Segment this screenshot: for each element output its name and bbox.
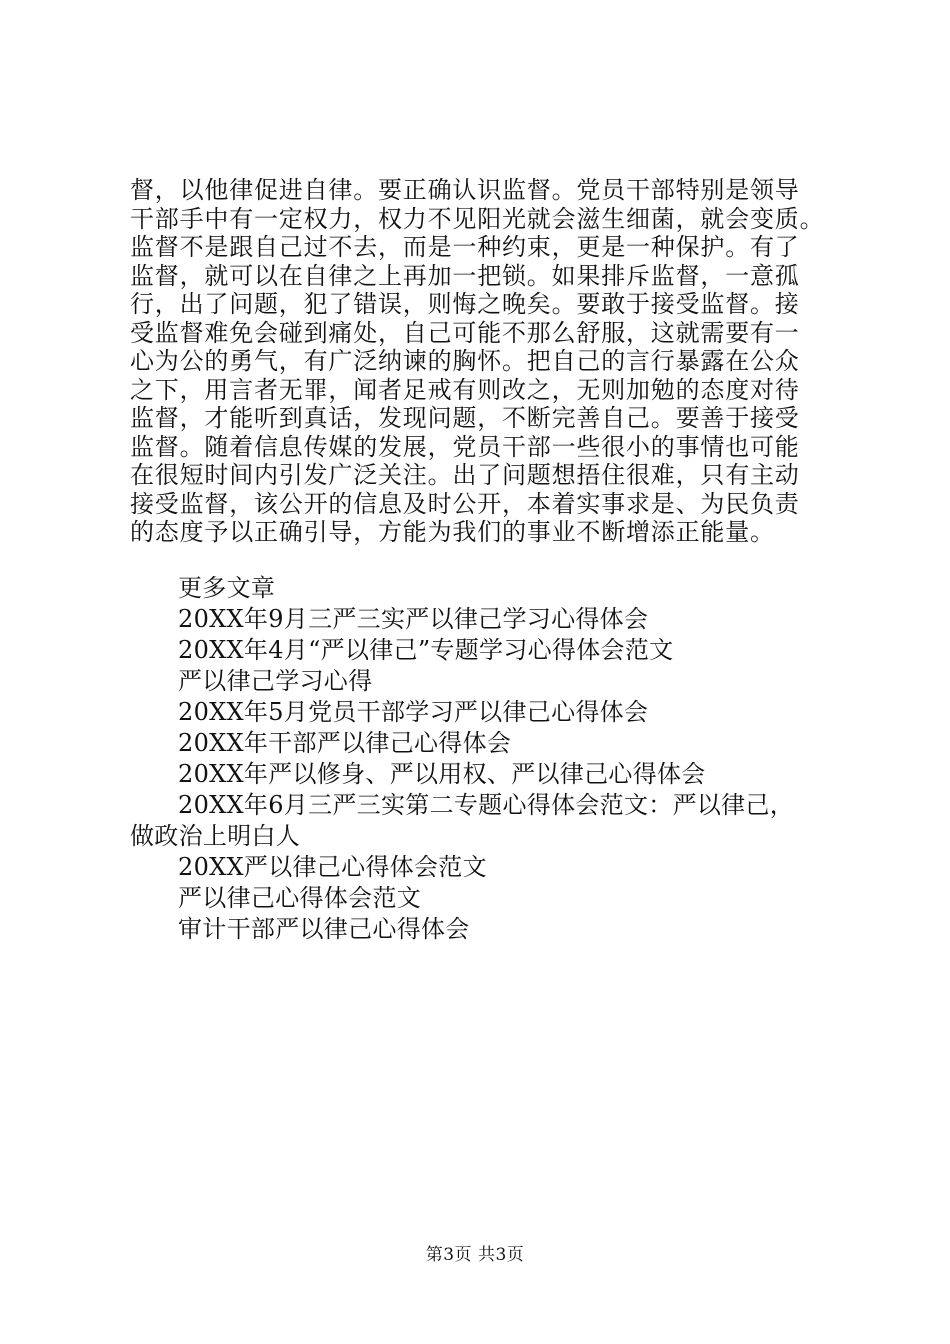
body-paragraph — [130, 176, 830, 547]
article-link[interactable]: 20XX年9月三严三实严以律己学习心得体会 — [178, 605, 649, 633]
article-link[interactable]: 20XX年4月“严以律己”专题学习心得体会范文 — [178, 636, 674, 664]
article-link[interactable]: 20XX年干部严以律己心得体会 — [178, 729, 512, 757]
article-link[interactable]: 20XX年5月党员干部学习严以律己心得体会 — [178, 698, 649, 726]
more-articles-list — [130, 573, 830, 945]
article-link[interactable]: 严以律己心得体会范文 — [178, 884, 421, 912]
body-line: 干部手中有一定权力，权力不见阳光就会滋生细菌，就会变质。 — [130, 204, 825, 233]
body-line: 受监督难免会碰到痛处，自己可能不那么舒服，这就需要有一 — [130, 318, 800, 347]
body-line: 心为公的勇气，有广泛纳谏的胸怀。把自己的言行暴露在公众 — [130, 347, 800, 375]
body-line: 监督不是跟自己过不去，而是一种约束，更是一种保护。有了 — [130, 233, 800, 261]
body-line: 之下，用言者无罪，闻者足戒有则改之，无则加勉的态度对待 — [130, 375, 800, 404]
body-line: 监督。随着信息传媒的发展，党员干部一些很小的事情也可能 — [130, 432, 800, 461]
body-line: 在很短时间内引发广泛关注。出了问题想捂住很难，只有主动 — [130, 461, 800, 489]
body-line: 监督，才能听到真话，发现问题，不断完善自己。要善于接受 — [130, 404, 800, 432]
body-line: 的态度予以正确引导，方能为我们的事业不断增添正能量。 — [130, 518, 775, 546]
article-link-continued[interactable]: 做政治上明白人 — [130, 822, 301, 850]
article-link[interactable]: 20XX严以律己心得体会范文 — [178, 853, 487, 881]
body-line: 行，出了问题，犯了错误，则悔之晚矣。要敢于接受监督。接 — [130, 290, 800, 318]
body-line: 接受监督，该公开的信息及时公开，本着实事求是、为民负责 — [130, 489, 800, 518]
page-number-footer: 第3页 共3页 — [425, 1245, 525, 1265]
article-link[interactable]: 20XX年严以修身、严以用权、严以律己心得体会 — [178, 760, 706, 788]
article-link[interactable]: 20XX年6月三严三实第二专题心得体会范文：严以律己， — [178, 791, 795, 819]
body-line: 督，以他律促进自律。要正确认识监督。党员干部特别是领导 — [130, 176, 800, 204]
article-link[interactable]: 审计干部严以律己心得体会 — [178, 915, 470, 943]
article-link[interactable]: 严以律己学习心得 — [178, 667, 373, 695]
body-line: 监督，就可以在自律之上再加一把锁。如果排斥监督，一意孤 — [130, 261, 800, 290]
more-articles-heading: 更多文章 — [178, 574, 276, 602]
